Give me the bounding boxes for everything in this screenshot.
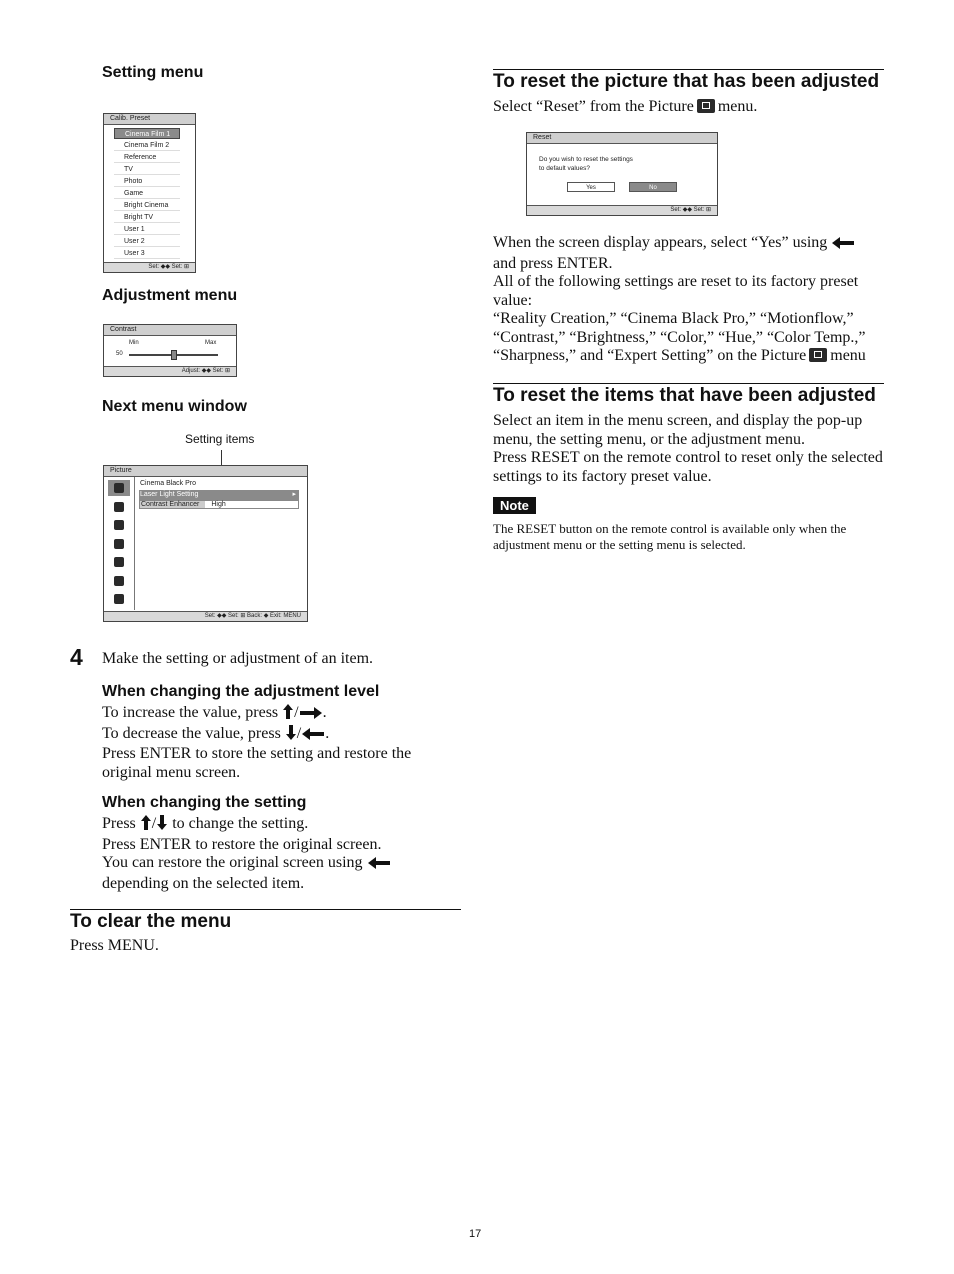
adjustment-menu-heading: Adjustment menu — [102, 287, 238, 304]
menu-row-label: Laser Light Setting — [140, 491, 199, 498]
left-arrow-icon — [368, 856, 390, 875]
note-text: The RESET button on the remote control is available only when the adjustment menu or the setting menu is selected. — [493, 521, 847, 552]
left-arrow-icon — [832, 236, 854, 255]
up-arrow-icon — [141, 815, 151, 836]
category-sidebar — [104, 477, 135, 610]
installation-icon — [108, 573, 130, 589]
setting-menu-item: User 3 — [114, 248, 180, 259]
setting-menu-item: Photo — [114, 176, 180, 187]
reset-question: Do you wish to reset the settings to default values? — [539, 156, 633, 172]
page-number: 17 — [469, 1228, 482, 1240]
reset-dialog-screenshot — [526, 132, 718, 216]
setting-menu-item: TV — [114, 164, 180, 175]
note-badge: Note — [493, 497, 536, 515]
chevron-right-icon: ▸ — [292, 491, 296, 498]
screen-title-bar: Calib. Preset — [104, 114, 195, 125]
slider-thumb — [171, 350, 177, 360]
setting-menu-item: User 1 — [114, 224, 180, 235]
next-menu-heading: Next menu window — [102, 398, 247, 415]
section-divider — [493, 69, 884, 70]
clear-menu-text: Press MENU. — [70, 937, 159, 954]
reset-items-body: Select an item in the menu screen, and display the pop-up menu, the setting menu, or the adjustment menu. Press RESET on the remote control to reset only the selected settings to its factory preset value. — [493, 412, 883, 485]
setting-change-heading: When changing the setting — [102, 794, 307, 811]
setting-menu-item: Game — [114, 188, 180, 199]
adjustment-level-text: To increase the value, press / . To decrease the value, press / . Press ENTER to store the setting and restore the original menu screen. — [102, 704, 412, 781]
adjustment-level-heading: When changing the adjustment level — [102, 683, 380, 700]
no-button: No — [629, 182, 677, 192]
screen-title-bar: Reset — [527, 133, 717, 144]
setting-menu-item: Reference — [114, 152, 180, 163]
down-arrow-icon — [157, 815, 167, 836]
reset-items-heading: To reset the items that have been adjusted — [493, 385, 876, 406]
information-icon — [108, 591, 130, 607]
menu-row-value: High — [211, 501, 226, 508]
adjustment-menu-screenshot — [103, 324, 237, 377]
left-arrow-icon — [302, 727, 324, 746]
setting-change-text: Press / to change the setting. Press ENTER to restore the original screen. You can restore the original screen using depending on the selected item. — [102, 815, 432, 893]
setting-menu-item: Cinema Film 2 — [114, 140, 180, 151]
reset-picture-heading: To reset the picture that has been adjusted — [493, 71, 880, 92]
screen-title-bar: Contrast — [104, 325, 236, 336]
section-divider — [493, 383, 884, 384]
menu-row-selected — [139, 490, 299, 500]
reset-picture-intro: Select “Reset” from the Picture menu. — [493, 98, 758, 115]
right-arrow-icon — [300, 706, 322, 725]
screen-footer: Set: ◆◆ Set: ⊞ — [104, 262, 195, 272]
up-arrow-icon — [283, 704, 293, 725]
screen-icon — [108, 517, 130, 533]
function-icon — [108, 554, 130, 570]
setup-icon — [108, 536, 130, 552]
picture-menu-icon — [697, 99, 715, 113]
adjustment-value: 50 — [116, 351, 123, 357]
yes-button: Yes — [567, 182, 615, 192]
setting-menu-item: Cinema Film 1 — [114, 128, 180, 139]
step-text: Make the setting or adjustment of an item. — [102, 650, 374, 667]
section-divider — [70, 909, 461, 910]
setting-menu-item: Bright Cinema — [114, 200, 180, 211]
screen-footer: Set: ◆◆ Set: ⊞ — [527, 205, 717, 215]
min-label: Min — [129, 340, 139, 346]
screen-title-bar: Picture — [104, 466, 307, 477]
setting-menu-item: User 2 — [114, 236, 180, 247]
setting-menu-heading: Setting menu — [102, 64, 204, 81]
picture-advanced-icon — [108, 499, 130, 515]
picture-menu-icon — [809, 348, 827, 362]
reset-picture-body: When the screen display appears, select “Yes” using and press ENTER. All of the following settings are reset to its factory preset value: “Reality Creation,” “Cinema Black Pro,” “Motionflow,” “Contrast,” “Brightness,” “Color,” “Hue,” “Color Temp.,” “Sharpness,” and “Expert Setting” on the Picture menu — [493, 234, 866, 364]
setting-menu-item: Bright TV — [114, 212, 180, 223]
screen-footer: Adjust: ◆◆ Set: ⊞ — [104, 366, 236, 376]
next-menu-screenshot — [103, 465, 308, 622]
menu-row-label: Contrast Enhancer — [140, 501, 205, 508]
screen-footer: Set: ◆◆ Set: ⊞ Back: ◆ Exit: MENU — [104, 611, 307, 621]
step-number: 4 — [70, 644, 83, 670]
picture-icon — [108, 480, 130, 496]
setting-menu-screenshot — [103, 113, 196, 273]
menu-row: Cinema Black Pro — [140, 480, 197, 487]
down-arrow-icon — [286, 725, 296, 746]
clear-menu-heading: To clear the menu — [70, 911, 232, 932]
max-label: Max — [205, 340, 217, 346]
setting-items-callout: Setting items — [185, 432, 255, 446]
menu-row-popup — [139, 500, 299, 509]
